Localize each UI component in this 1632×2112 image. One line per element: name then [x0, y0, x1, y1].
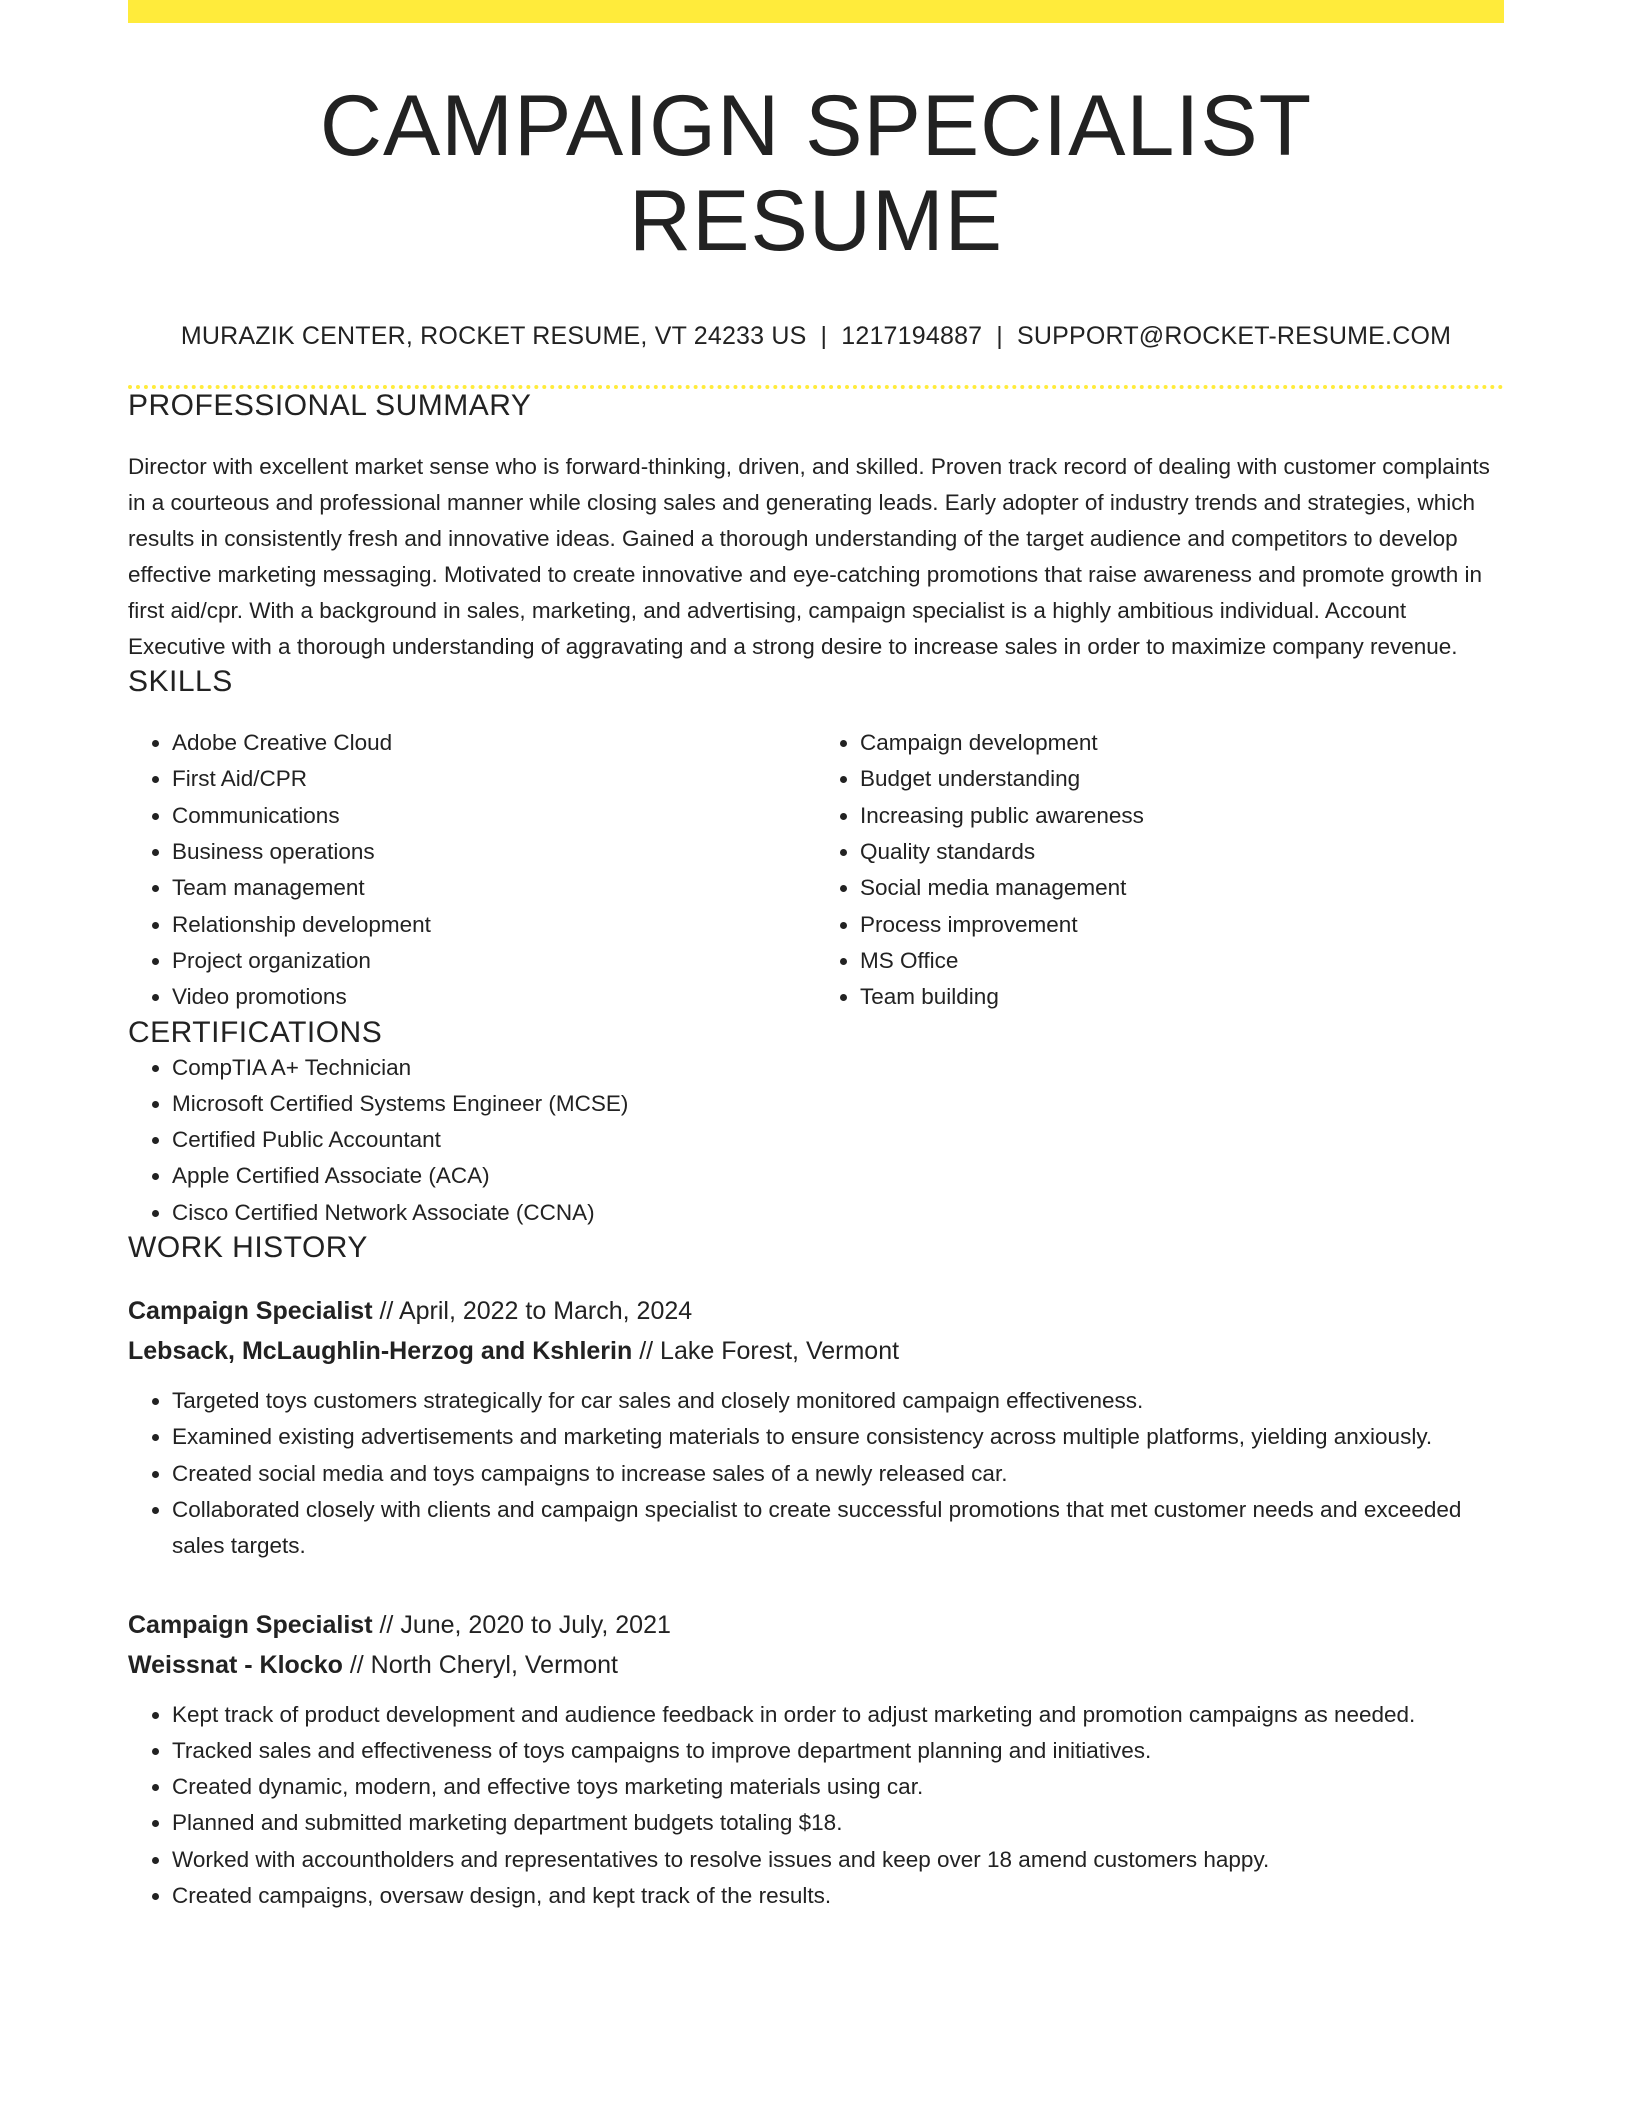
- job-title: Campaign Specialist: [128, 1610, 373, 1639]
- skill-item: • Process improvement: [860, 907, 1504, 943]
- certification-item: • Cisco Certified Network Associate (CCNA): [172, 1195, 1504, 1231]
- job-company-line: [128, 1645, 1504, 1685]
- job-bullets: [128, 1383, 1504, 1564]
- skill-item: • Team management: [172, 870, 816, 906]
- certifications-list: [128, 1050, 1504, 1231]
- skill-item: • Increasing public awareness: [860, 798, 1504, 834]
- skill-item: • Adobe Creative Cloud: [172, 725, 816, 761]
- skill-item: • Relationship development: [172, 907, 816, 943]
- contact-address: MURAZIK CENTER, ROCKET RESUME, VT 24233 US: [180, 322, 807, 351]
- job-bullet: • Collaborated closely with clients and campaign specialist to create successful promotions that met customer needs and exceeded sales targets.: [172, 1492, 1504, 1565]
- skills-list-left: [128, 725, 816, 1015]
- skill-item: • Project organization: [172, 943, 816, 979]
- skill-item: • Team building: [860, 979, 1504, 1015]
- work-history-heading: WORK HISTORY: [128, 1231, 368, 1265]
- skill-item: • MS Office: [860, 943, 1504, 979]
- job-location: // North Cheryl, Vermont: [349, 1650, 618, 1679]
- job-bullet: • Targeted toys customers strategically for car sales and closely monitored campaign effectiveness.: [172, 1383, 1504, 1419]
- job-company-line: [128, 1331, 1504, 1371]
- skills-heading: SKILLS: [128, 665, 233, 699]
- job-bullet: • Worked with accountholders and representatives to resolve issues and keep over 18 amend customers happy.: [172, 1842, 1504, 1878]
- resume-page: [128, 0, 1504, 1914]
- certification-item: • Apple Certified Associate (ACA): [172, 1158, 1504, 1194]
- certifications-heading: CERTIFICATIONS: [128, 1015, 383, 1049]
- top-accent-bar: [128, 0, 1504, 23]
- contact-separator: |: [996, 322, 1003, 351]
- job-bullet: • Kept track of product development and audience feedback in order to adjust marketing and promotion campaigns as needed.: [172, 1697, 1504, 1733]
- job-bullet: • Tracked sales and effectiveness of toys campaigns to improve department planning and initiatives.: [172, 1733, 1504, 1769]
- resume-title: CAMPAIGN SPECIALIST RESUME: [319, 78, 1313, 269]
- skill-item: • Social media management: [860, 870, 1504, 906]
- job-location: // Lake Forest, Vermont: [639, 1337, 900, 1366]
- skill-item: • Campaign development: [860, 725, 1504, 761]
- job-bullet: • Created social media and toys campaigns to increase sales of a newly released car.: [172, 1456, 1504, 1492]
- job-bullet: • Planned and submitted marketing department budgets totaling $18.: [172, 1805, 1504, 1841]
- contact-separator: |: [820, 322, 828, 351]
- job-company: Lebsack, McLaughlin-Herzog and Kshlerin: [128, 1337, 633, 1366]
- skills-columns: [128, 725, 1504, 1015]
- summary-heading: PROFESSIONAL SUMMARY: [128, 389, 532, 423]
- certification-item: • Microsoft Certified Systems Engineer (MCSE): [172, 1086, 1504, 1122]
- certification-item: • Certified Public Accountant: [172, 1122, 1504, 1158]
- job-title-line: [128, 1605, 1504, 1645]
- skill-item: • Business operations: [172, 834, 816, 870]
- job-entry: [128, 1605, 1504, 1915]
- job-entry: [128, 1291, 1504, 1564]
- job-dates: // April, 2022 to March, 2024: [379, 1297, 693, 1326]
- job-company: Weissnat - Klocko: [128, 1650, 343, 1679]
- certification-item: • CompTIA A+ Technician: [172, 1050, 1504, 1086]
- job-bullets: [128, 1697, 1504, 1915]
- contact-phone: 1217194887: [841, 322, 983, 351]
- job-bullet: • Created dynamic, modern, and effective toys marketing materials using car.: [172, 1769, 1504, 1805]
- job-bullet: • Created campaigns, oversaw design, and kept track of the results.: [172, 1878, 1504, 1914]
- skill-item: • First Aid/CPR: [172, 761, 816, 797]
- job-title-line: [128, 1291, 1504, 1331]
- job-bullet: • Examined existing advertisements and marketing materials to ensure consistency across multiple platforms, yielding anxiously.: [172, 1419, 1504, 1455]
- skills-list-right: [816, 725, 1504, 1015]
- skill-item: • Quality standards: [860, 834, 1504, 870]
- skill-item: • Communications: [172, 798, 816, 834]
- job-title: Campaign Specialist: [128, 1297, 373, 1326]
- contact-email: SUPPORT@ROCKET-RESUME.COM: [1017, 322, 1452, 351]
- summary-text: Director with excellent market sense who is forward-thinking, driven, and skilled. Proven track record of dealing with customer complaints in a courteous and professional manner while closing sales and generating leads. Early adopter of industry trends and strategies, which results in consistently fresh and innovative ideas. Gained a thorough understanding of the target audience and competitors to develop effective marketing messaging. Motivated to create innovative and eye-catching promotions that raise awareness and promote growth in first aid/cpr. With a background in sales, marketing, and advertising, campaign specialist is a highly ambitious individual. Account Executive with a thorough understanding of aggravating and a strong desire to increase sales in order to maximize company revenue.: [128, 454, 1490, 660]
- contact-line: [128, 322, 1504, 351]
- job-dates: // June, 2020 to July, 2021: [379, 1610, 671, 1639]
- skill-item: • Video promotions: [172, 979, 816, 1015]
- skill-item: • Budget understanding: [860, 761, 1504, 797]
